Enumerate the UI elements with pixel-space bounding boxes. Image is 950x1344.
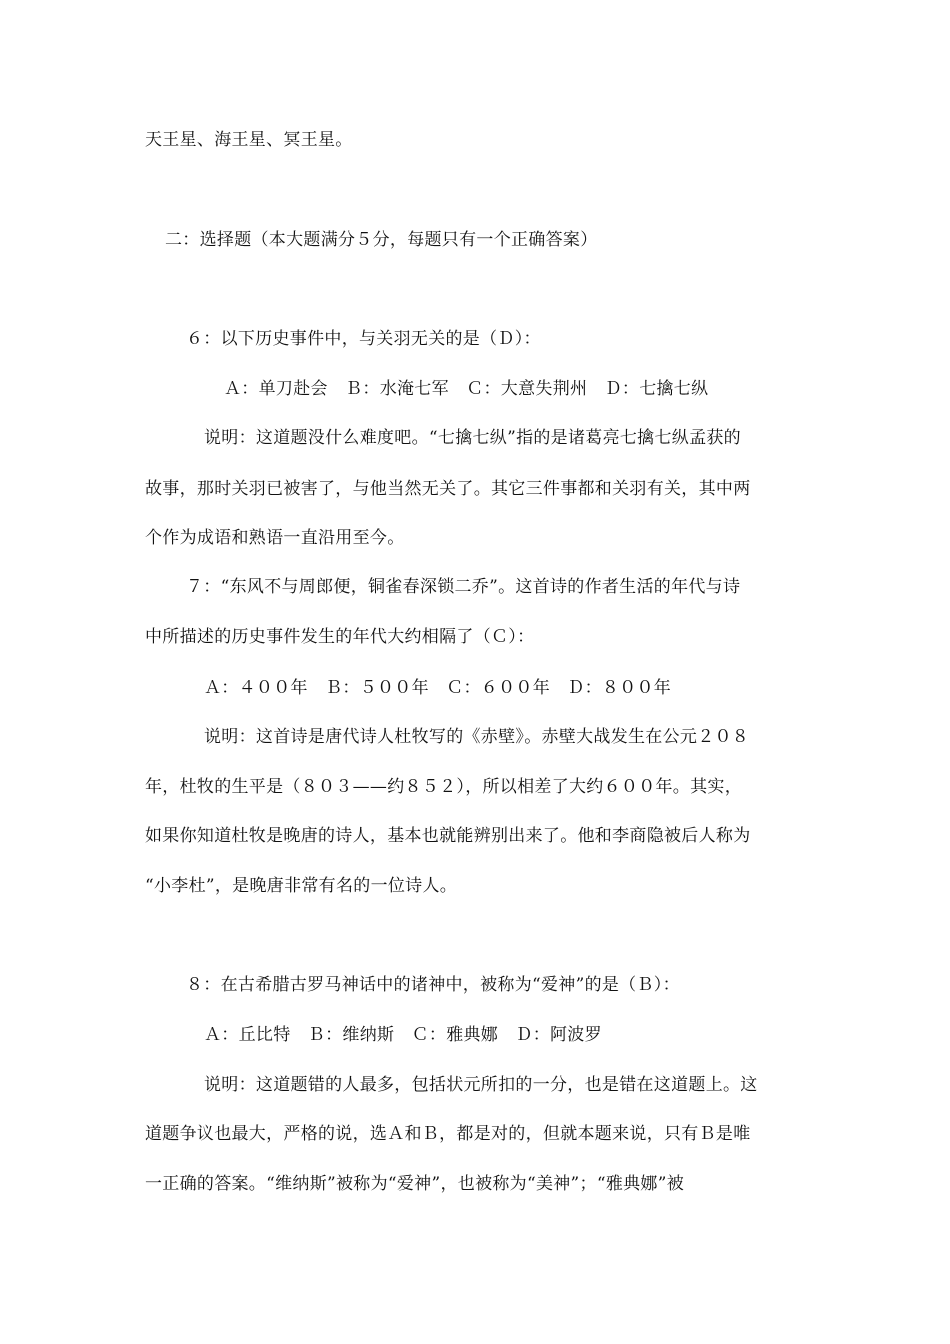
explanation-line: 如果你知道杜牧是晚唐的诗人，基本也就能辨别出来了。他和李商隐被后人称为 — [145, 826, 751, 846]
explanation-line: 一正确的答案。“维纳斯”被称为“爱神”，也被称为“美神”；“雅典娜”被 — [145, 1174, 685, 1194]
question-6: ６：以下历史事件中，与关羽无关的是（Ｄ）： — [186, 329, 541, 349]
question-7-options: Ａ：４００年 Ｂ：５００年 Ｃ：６００年 Ｄ：８００年 — [204, 678, 672, 698]
question-7-continued: 中所描述的历史事件发生的年代大约相隔了（Ｃ）： — [145, 627, 535, 647]
explanation-line: 说明：这道题没什么难度吧。“七擒七纵”指的是诸葛亮七擒七纵孟获的 — [204, 428, 741, 448]
explanation-line: 故事，那时关羽已被害了，与他当然无关了。其它三件事都和关羽有关，其中两 — [145, 479, 751, 499]
question-8: ８：在古希腊古罗马神话中的诸神中，被称为“爱神”的是（Ｂ）： — [186, 975, 680, 995]
explanation-line: 说明：这道题错的人最多，包括状元所扣的一分，也是错在这道题上。这 — [204, 1075, 758, 1095]
explanation-line: 道题争议也最大，严格的说，选Ａ和Ｂ，都是对的，但就本题来说，只有Ｂ是唯 — [145, 1124, 751, 1144]
explanation-line: 说明：这首诗是唐代诗人杜牧写的《赤壁》。赤壁大战发生在公元２０８ — [204, 727, 750, 747]
explanation-line: “小李杜”，是晚唐非常有名的一位诗人。 — [145, 876, 458, 896]
question-7: ７：“东风不与周郎便，铜雀春深锁二乔”。这首诗的作者生活的年代与诗 — [186, 577, 741, 597]
section-heading: 二：选择题（本大题满分５分，每题只有一个正确答案） — [165, 230, 598, 250]
explanation-line: 个作为成语和熟语一直沿用至今。 — [145, 528, 405, 548]
question-8-options: Ａ：丘比特 Ｂ：维纳斯 Ｃ：雅典娜 Ｄ：阿波罗 — [204, 1025, 602, 1045]
question-6-options: Ａ：单刀赴会 Ｂ：水淹七军 Ｃ：大意失荆州 Ｄ：七擒七纵 — [224, 379, 709, 399]
explanation-line: 年，杜牧的生平是（８０３——约８５２），所以相差了大约６００年。其实， — [145, 777, 742, 797]
text-line: 天王星、海王星、冥王星。 — [145, 130, 353, 150]
